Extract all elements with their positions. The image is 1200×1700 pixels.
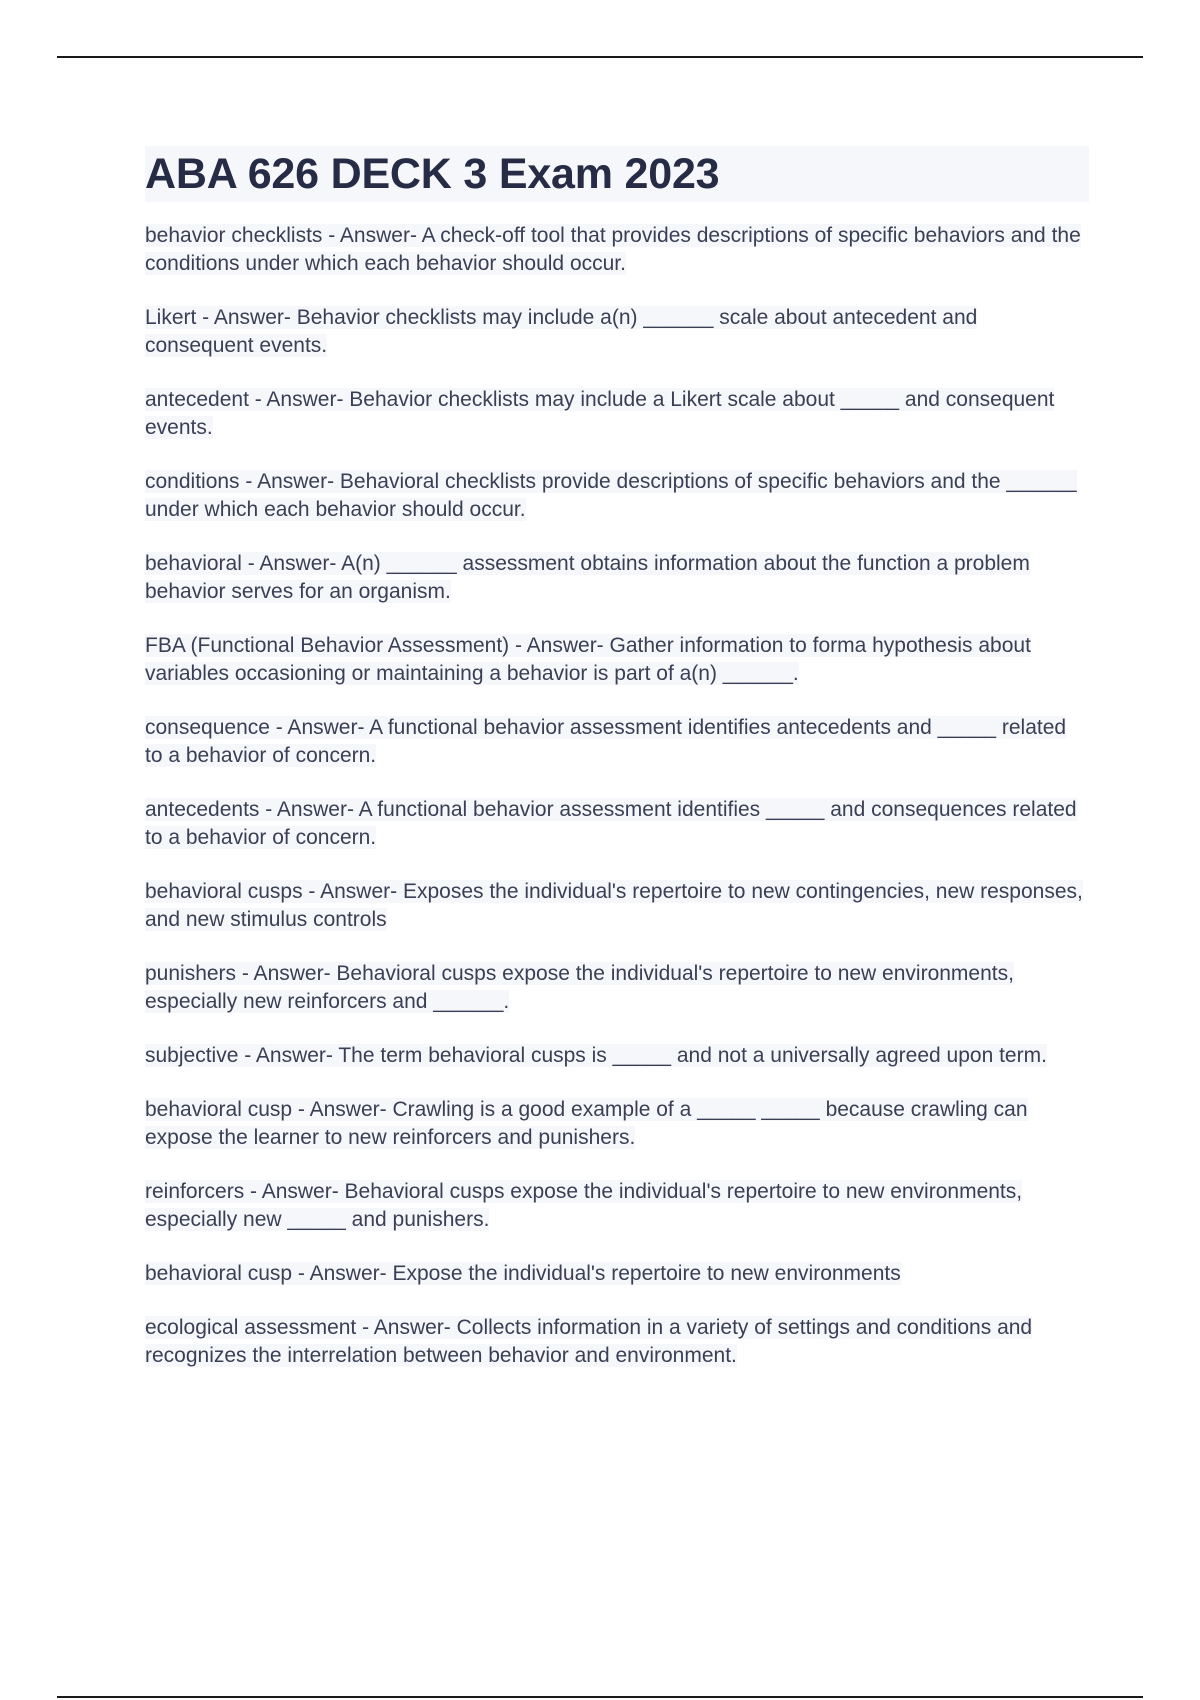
flashcard-text: antecedent - Answer- Behavior checklists may include a Likert scale about _____ and consequent events. [145, 388, 1055, 439]
flashcard [145, 714, 1089, 770]
title-band [145, 146, 1089, 202]
flashcard-text: behavioral cusp - Answer- Expose the individual's repertoire to new environments [145, 1262, 901, 1285]
flashcard-text: conditions - Answer- Behavioral checklists provide descriptions of specific behaviors and the ______ under which each behavior should occur. [145, 470, 1077, 521]
flashcard-text: behavior checklists - Answer- A check-off tool that provides descriptions of specific behaviors and the conditions under which each behavior should occur. [145, 224, 1081, 275]
flashcard-text: behavioral cusp - Answer- Crawling is a good example of a _____ _____ because crawling can expose the learner to new reinforcers and punishers. [145, 1098, 1028, 1149]
flashcard-text: punishers - Answer- Behavioral cusps expose the individual's repertoire to new environments, especially new reinforcers and ______. [145, 962, 1014, 1013]
flashcard [145, 1314, 1089, 1370]
flashcard [145, 468, 1089, 524]
flashcard-text: consequence - Answer- A functional behavior assessment identifies antecedents and _____ related to a behavior of concern. [145, 716, 1067, 767]
flashcard [145, 222, 1089, 278]
flashcard-text: ecological assessment - Answer- Collects information in a variety of settings and conditions and recognizes the interrelation between behavior and environment. [145, 1316, 1033, 1367]
flashcard [145, 1042, 1089, 1070]
document-body [145, 146, 1089, 1396]
flashcard [145, 1178, 1089, 1234]
flashcard [145, 1260, 1089, 1288]
flashcard [145, 796, 1089, 852]
flashcard [145, 1096, 1089, 1152]
flashcard-text: antecedents - Answer- A functional behavior assessment identifies _____ and consequences related to a behavior of concern. [145, 798, 1077, 849]
flashcard [145, 632, 1089, 688]
flashcard [145, 960, 1089, 1016]
flashcard-text: FBA (Functional Behavior Assessment) - Answer- Gather information to forma hypothesis about variables occasioning or maintaining a behavior is part of a(n) ______. [145, 634, 1031, 685]
flashcard [145, 304, 1089, 360]
flashcard-text: subjective - Answer- The term behavioral cusps is _____ and not a universally agreed upon term. [145, 1044, 1047, 1067]
bottom-rule [57, 1696, 1143, 1698]
flashcard-text: behavioral - Answer- A(n) ______ assessment obtains information about the function a problem behavior serves for an organism. [145, 552, 1030, 603]
flashcard-text: behavioral cusps - Answer- Exposes the individual's repertoire to new contingencies, new responses, and new stimulus controls [145, 880, 1083, 931]
flashcard [145, 878, 1089, 934]
flashcard-text: reinforcers - Answer- Behavioral cusps expose the individual's repertoire to new environments, especially new _____ and punishers. [145, 1180, 1023, 1231]
flashcard [145, 550, 1089, 606]
top-rule [57, 56, 1143, 58]
document-title: ABA 626 DECK 3 Exam 2023 [145, 150, 720, 198]
flashcard [145, 386, 1089, 442]
flashcard-text: Likert - Answer- Behavior checklists may include a(n) ______ scale about antecedent and consequent events. [145, 306, 978, 357]
